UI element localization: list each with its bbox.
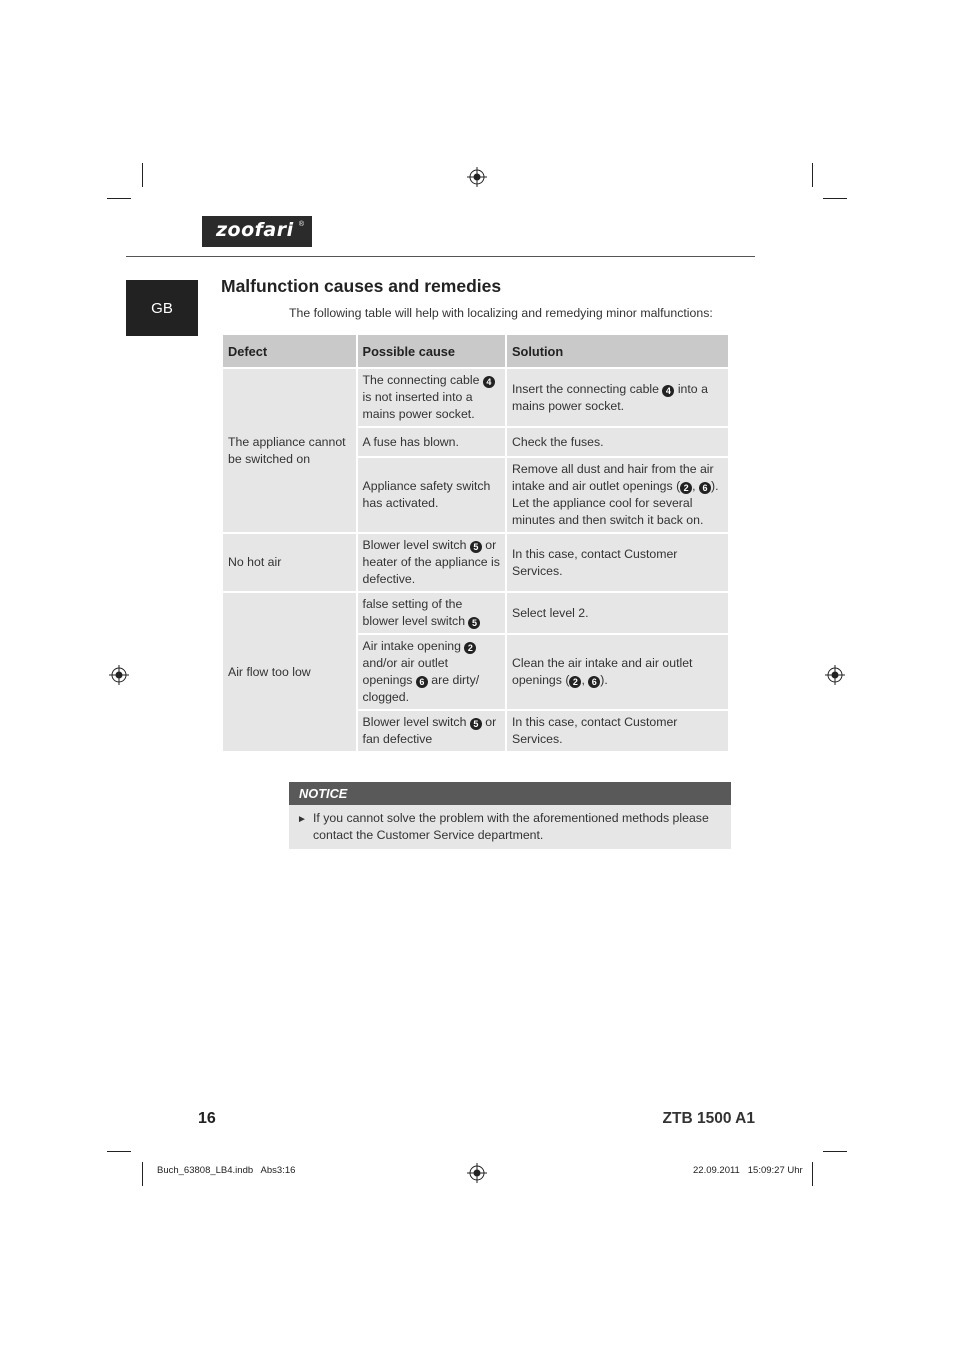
model-number: ZTB 1500 A1 — [662, 1110, 755, 1127]
part-reference-icon: 2 — [569, 676, 581, 688]
cause-cell — [357, 710, 506, 752]
part-reference-icon: 5 — [470, 718, 482, 730]
cell-text: Remove all dust and hair from the air intake and air outlet openings ( — [512, 462, 714, 493]
notice-text: If you cannot solve the problem with the aforementioned methods please contact the Customer Service department. — [313, 811, 709, 842]
part-reference-icon: 4 — [662, 385, 674, 397]
part-reference-icon: 6 — [588, 676, 600, 688]
cell-text: Blower level switch — [362, 538, 470, 552]
part-reference-icon: 4 — [483, 376, 495, 388]
notice-box — [289, 782, 731, 849]
crop-mark — [812, 1162, 813, 1186]
section-title: Malfunction causes and remedies — [221, 276, 502, 296]
registration-mark-icon — [109, 665, 129, 685]
page-number: 16 — [198, 1110, 216, 1127]
registration-mark-icon — [825, 665, 845, 685]
cell-text: false setting of the blower level switch — [362, 597, 469, 628]
cell-text: Appliance safety switch has activated. — [362, 479, 491, 510]
crop-mark — [823, 1151, 847, 1152]
table-row — [222, 368, 729, 427]
cell-text: Insert the connecting cable — [512, 381, 663, 396]
part-reference-icon: 2 — [464, 642, 476, 654]
cell-text: The connecting cable — [362, 373, 483, 387]
defect-cell: No hot air — [222, 533, 357, 592]
part-reference-icon: 5 — [470, 541, 482, 553]
registered-mark: ® — [298, 221, 304, 228]
slug-right: 22.09.2011 15:09:27 Uhr — [693, 1165, 803, 1176]
solution-cell — [506, 634, 729, 710]
solution-cell — [506, 533, 729, 592]
crop-mark — [812, 163, 813, 187]
solution-cell — [506, 457, 729, 533]
cell-text: or fan defective — [362, 715, 497, 746]
defect-cell: The appliance cannot be switched on — [222, 368, 357, 533]
cause-cell — [357, 634, 506, 710]
cause-cell — [357, 427, 506, 457]
troubleshooting-table — [221, 333, 730, 753]
solution-cell — [506, 710, 729, 752]
slug-left: Buch_63808_LB4.indb Abs3:16 — [157, 1165, 296, 1176]
solution-cell — [506, 592, 729, 634]
cell-text: In this case, contact Customer Services. — [512, 715, 678, 746]
crop-mark — [823, 198, 847, 199]
brand-logo — [202, 216, 312, 247]
table-row — [222, 592, 729, 634]
cell-text: or heater of the appliance is defective. — [362, 538, 500, 586]
language-tab-label: GB — [151, 300, 173, 317]
cell-text: , — [581, 673, 589, 687]
cell-text: is not inserted into a mains power socket. — [362, 390, 475, 421]
section-intro: The following table will help with localizing and remedying minor malfunctions: — [289, 306, 713, 320]
cell-text: are dirty/ clogged. — [362, 673, 480, 704]
column-header-solution: Solution — [506, 334, 729, 368]
cell-text: Check the fuses. — [512, 434, 604, 449]
crop-mark — [107, 1151, 131, 1152]
cell-text: A fuse has blown. — [362, 434, 459, 449]
arrow-bullet-icon: ► — [297, 814, 307, 825]
cell-text: into a mains power socket. — [512, 381, 708, 413]
cause-cell — [357, 592, 506, 634]
defect-cell: Air flow too low — [222, 592, 357, 752]
cause-cell — [357, 533, 506, 592]
brand-logo-text: zoofari — [216, 219, 294, 241]
solution-cell — [506, 368, 729, 427]
header-rule — [126, 256, 755, 257]
cell-text: Select level 2. — [512, 605, 589, 620]
cell-text: Blower level switch — [362, 715, 470, 729]
cell-text: Air intake opening — [362, 639, 465, 653]
registration-mark-icon — [467, 167, 487, 187]
cause-cell — [357, 457, 506, 533]
cell-text: ). Let the appliance cool for several minutes and then switch it back on. — [512, 479, 719, 527]
part-reference-icon: 6 — [416, 676, 428, 688]
cell-text: Clean the air intake and air outlet openings ( — [512, 656, 693, 687]
crop-mark — [107, 198, 131, 199]
cell-text: , — [692, 479, 700, 493]
column-header-cause: Possible cause — [357, 334, 506, 368]
table-header-row — [222, 334, 729, 368]
cell-text: In this case, contact Customer Services. — [512, 546, 678, 578]
crop-mark — [142, 1162, 143, 1186]
registration-mark-icon — [467, 1163, 487, 1183]
table-row — [222, 533, 729, 592]
notice-body — [289, 805, 731, 849]
part-reference-icon: 6 — [699, 482, 711, 494]
crop-mark — [142, 163, 143, 187]
cause-cell — [357, 368, 506, 427]
solution-cell — [506, 427, 729, 457]
notice-heading: NOTICE — [289, 782, 731, 805]
table-body — [222, 368, 729, 752]
part-reference-icon: 2 — [680, 482, 692, 494]
part-reference-icon: 5 — [468, 617, 480, 629]
cell-text: ). — [600, 673, 608, 687]
cell-text: and/or air outlet openings — [362, 656, 448, 687]
language-tab — [126, 280, 198, 336]
column-header-defect: Defect — [222, 334, 357, 368]
